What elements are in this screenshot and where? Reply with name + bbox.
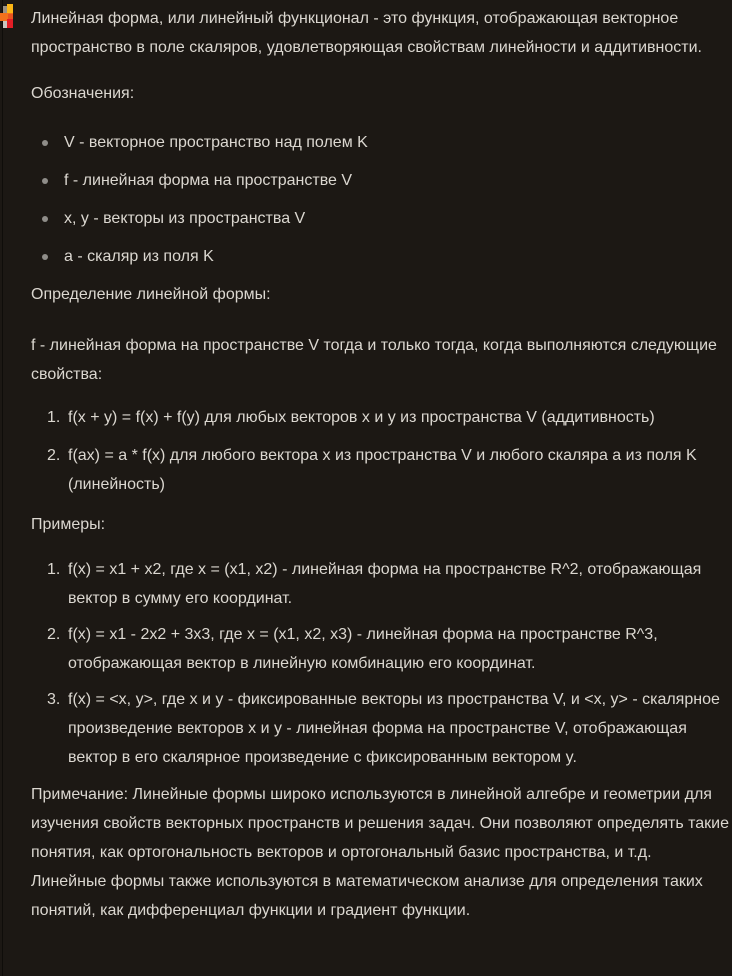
definition-intro: f - линейная форма на пространстве V тогда и только тогда, когда выполняются следующие свойства: <box>31 337 717 383</box>
list-item: f(x + y) = f(x) + f(y) для любых векторов x и y из пространства V (аддитивность) <box>68 409 655 426</box>
note-paragraph: Примечание: Линейные формы широко используются в линейной алгебре и геометрии для изучения свойств векторных пространств и решения задач. Они позволяют определять такие понятия, как ортогональность векторов и ортогональный базис пространства, и т.д. Линейные формы также используются в математическом анализе для определения таких понятий, как дифференциал функции и градиент функции. <box>31 786 729 919</box>
notation-list <box>31 128 731 271</box>
list-item: x, y - векторы из пространства V <box>31 204 731 233</box>
notation-heading: Обозначения: <box>31 85 135 102</box>
assistant-message <box>31 0 731 925</box>
list-item: f(ax) = a * f(x) для любого вектора x из пространства V и любого скаляра a из поля K (линейность) <box>68 447 697 493</box>
examples-heading: Примеры: <box>31 516 106 533</box>
list-item: f(x) = x1 + x2, где x = (x1, x2) - линейная форма на пространстве R^2, отображающая вектор в сумму его координат. <box>68 561 702 607</box>
list-item: f - линейная форма на пространстве V <box>31 166 731 195</box>
intro-paragraph: Линейная форма, или линейный функционал - это функция, отображающая векторное пространство в поле скаляров, удовлетворяющая свойствам линейности и аддитивности. <box>31 10 702 56</box>
definition-heading: Определение линейной формы: <box>31 286 271 303</box>
left-border-line <box>2 0 3 976</box>
list-item: V - векторное пространство над полем K <box>31 128 731 157</box>
list-item: f(x) = <x, y>, где x и y - фиксированные векторы из пространства V, и <x, y> - скалярное произведение векторов x и y - линейная форма на пространстве V, отображающая вектор в его скалярное произведение с фиксированным вектором y. <box>68 691 720 766</box>
properties-list <box>31 403 731 499</box>
list-item: f(x) = x1 - 2x2 + 3x3, где x = (x1, x2, x3) - линейная форма на пространстве R^3, отображающая вектор в линейную комбинацию его координат. <box>68 626 658 672</box>
examples-list <box>31 555 731 772</box>
flame-logo-icon <box>0 4 13 28</box>
list-item: a - скаляр из поля K <box>31 242 731 271</box>
